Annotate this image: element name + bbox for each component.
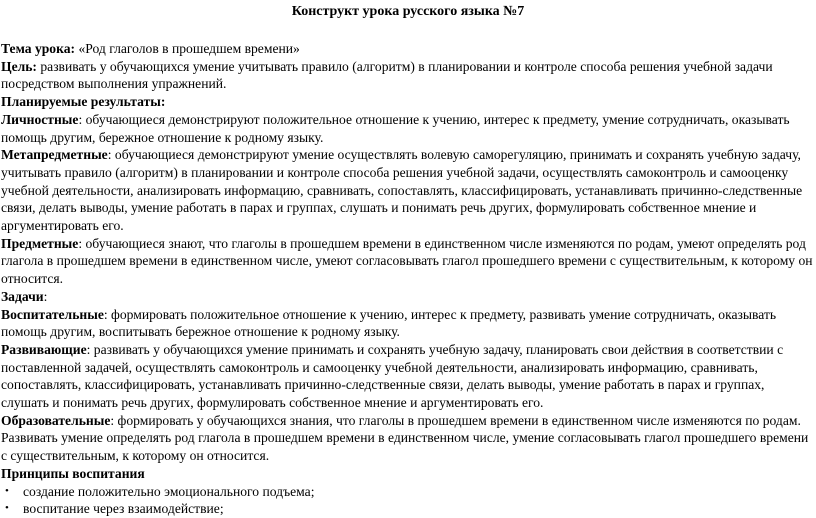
principles-list [1,483,813,518]
educational-tasks-paragraph [1,306,813,341]
planned-results-heading: Планируемые результаты: [1,94,166,110]
personal-results-label: Личностные [1,111,79,127]
topic-value: «Род глаголов в прошедшем времени» [78,41,300,56]
instructional-tasks-label: Образовательные [1,412,111,428]
goal-label: Цель: [1,58,37,74]
instructional-tasks-value: : формировать у обучающихся знания, что глаголы в прошедшем времени в единственном числе изменяются по родам. Развивать умение определять род глагола в прошедшем времени в единственном числе, умение согласовывать глагол прошедшего времени с существительным, к которому он относится. [1,412,809,464]
metasubject-results-value: : обучающиеся демонстрируют умение осуществлять волевую саморегуляцию, принимать и сохранять учебную задачу, учитывать правило (алгоритм) в планировании и контроле способа решения учебной задачи, осуществлять самоконтроль и самооценку учебной деятельности, анализировать информацию, сравнивать, сопоставлять, классифицировать, устанавливать причинно-следственные связи, делать выводы, умение работать в парах и группах, слушать и понимать речь других, формулировать собственное мнение и аргументировать его. [1,147,803,234]
topic-label: Тема урока: [1,41,76,56]
educational-tasks-label: Воспитательные [1,306,104,322]
tasks-heading: Задачи: [1,288,48,304]
personal-results-paragraph [1,111,813,146]
educational-tasks-value: : формировать положительное отношение к учению, интерес к предмету, развивать умение сотрудничать, оказывать помощь другим, воспитывать бережное отношение к родному языку. [1,306,777,340]
list-item: • создание положительно эмоционального подъема; [5,483,315,499]
topic-paragraph [1,40,813,58]
goal-paragraph [1,58,813,93]
developmental-tasks-value: : развивать у обучающихся умение принимать и сохранять учебную задачу, планировать свои действия в соответствии с поставленной задачей, осуществлять самоконтроль и самооценку учебной деятельности, анализировать информацию, сравнивать, сопоставлять, классифицировать, устанавливать причинно-следственные связи, делать выводы, умение работать в парах и группах, слушать и понимать речь других, формулировать собственное мнение и аргументировать его. [1,341,784,411]
subject-results-value: : обучающиеся знают, что глаголы в прошедшем времени в единственном числе изменяются по родам, умеют определять род глагола в прошедшем времени в единственном числе, умеют согласовывать глагол прошедшего времени с существительным, к которому он относится. [1,235,813,287]
document-body [1,40,813,518]
subject-results-label: Предметные [1,235,79,251]
subject-results-paragraph [1,235,813,288]
bullet-icon: • [5,484,9,497]
bullet-icon: • [5,502,9,515]
goal-value: развивать у обучающихся умение учитывать правило (алгоритм) в планировании и контроле способа решения учебной задачи посредством выполнения упражнений. [1,58,773,92]
developmental-tasks-label: Развивающие [1,341,87,357]
personal-results-value: : обучающиеся демонстрируют положительное отношение к учению, интерес к предмету, умение сотрудничать, оказывать помощь другим, бережное отношение к родному языку. [1,111,790,145]
principles-heading: Принципы воспитания [1,465,145,481]
instructional-tasks-paragraph [1,412,813,465]
metasubject-results-paragraph [1,146,813,235]
metasubject-results-label: Метапредметные [1,147,108,163]
list-item: • воспитание через взаимодействие; [5,501,224,517]
document-title: Конструкт урока русского языка №7 [291,4,525,19]
developmental-tasks-paragraph [1,341,813,412]
